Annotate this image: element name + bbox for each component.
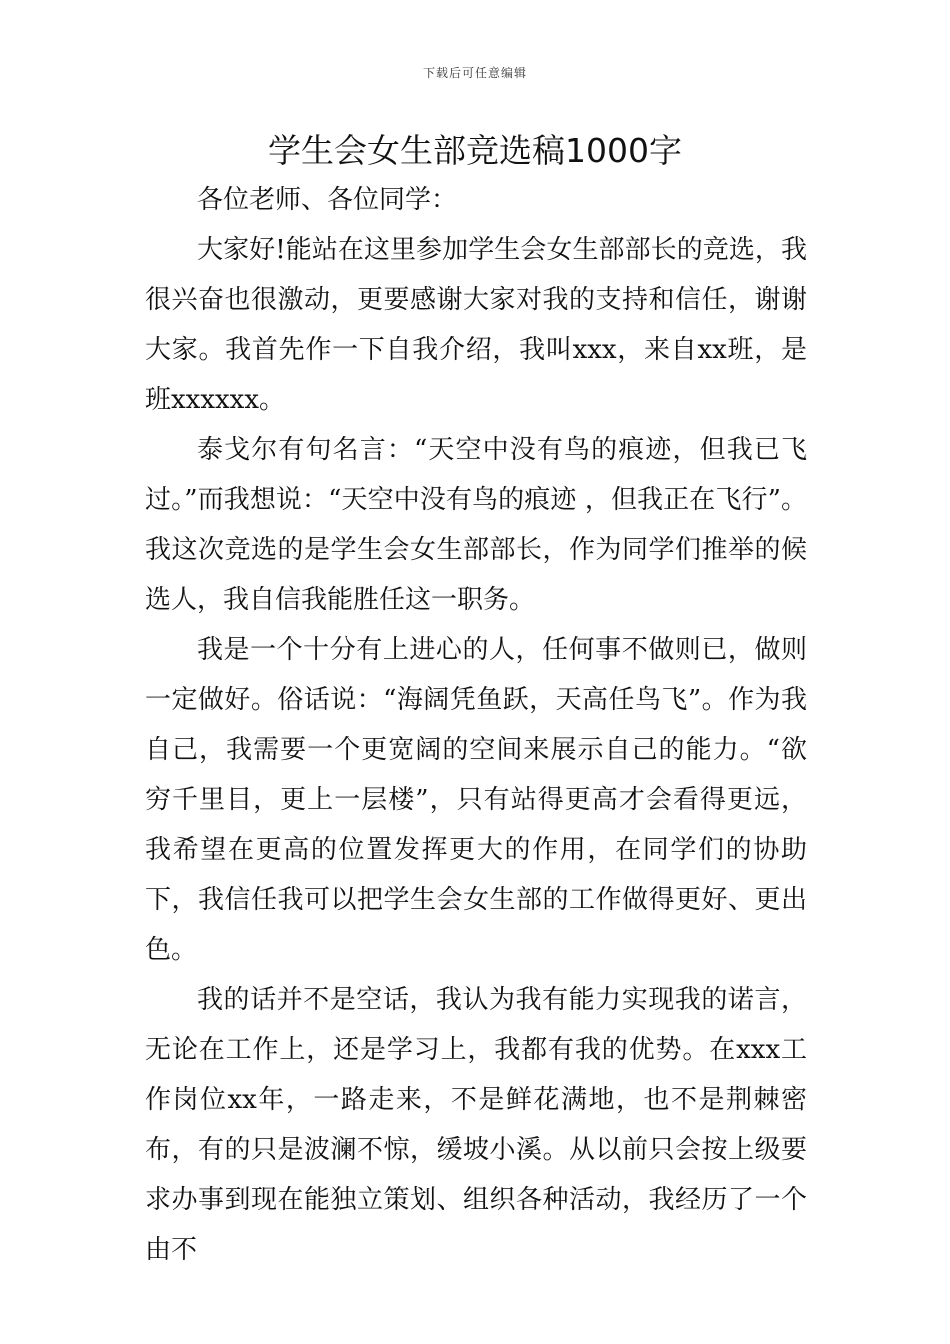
salutation: 各位老师、各位同学： [197,185,458,215]
document-title: 学生会女生部竞选稿1000字 [268,131,682,170]
header-note: 下载后可任意编辑 [422,66,527,80]
paragraph-4: 我的话并不是空话，我认为我有能力实现我的诺言，无论在工作上，还是学习上，我都有我的优势。在xxx工作岗位xx年，一路走来，不是鲜花满地，也不是荆棘密布，有的只是波澜不惊，缓坡小溪。从以前只会按上级要求办事到现在能独立策划、组织各种活动，我经历了一个由不 [145,985,807,1265]
document-body [145,175,807,1275]
paragraph-3: 我是一个十分有上进心的人，任何事不做则已，做则一定做好。俗话说：“海阔凭鱼跃，天高任鸟飞”。作为我自己，我需要一个更宽阔的空间来展示自己的能力。“欲穷千里目，更上一层楼”，只有站得更高才会看得更远，我希望在更高的位置发挥更大的作用，在同学们的协助下，我信任我可以把学生会女生部的工作做得更好、更出色。 [145,635,807,965]
paragraph-2: 泰戈尔有句名言：“天空中没有鸟的痕迹，但我已飞过。”而我想说：“天空中没有鸟的痕迹 ，但我正在飞行”。我这次竞选的是学生会女生部部长，作为同学们推举的候选人，我自信我能胜任这一职务。 [145,435,807,615]
paragraph-1: 大家好!能站在这里参加学生会女生部部长的竞选，我很兴奋也很激动，更要感谢大家对我的支持和信任，谢谢大家。我首先作一下自我介绍，我叫xxx，来自xx班，是班xxxxxx。 [145,235,807,415]
